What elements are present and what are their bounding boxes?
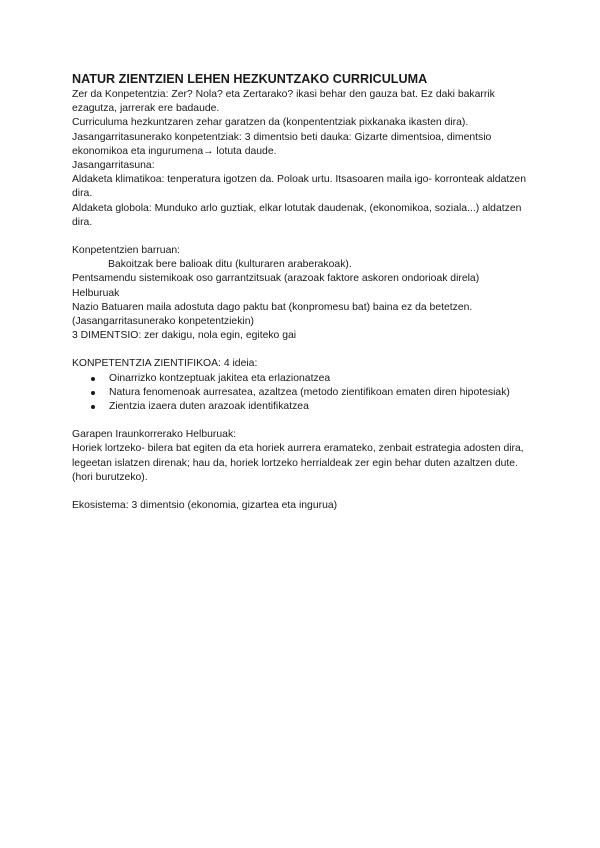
list-item: [72, 386, 532, 400]
paragraph-curriculuma: Curriculuma hezkuntzaren zehar garatzen da (konpententziak pixkanaka ikasten dira).: [72, 117, 469, 129]
paragraph-pentsamendu-sistemikoak: Pentsamendu sistemikoak oso garrantzitsuak (arazoak faktore askoren ondorioak direla): [72, 273, 480, 285]
garapen-body: Horiek lortzeko- bilera bat egiten da eta horiek aurrera eramateko, zenbait estrategia adosten dira, legeetan islatzen direnak; hau da, horiek lortzeko herrialdeak zer egin behar duten azaltzen dute. (hori burutzeko).: [72, 443, 524, 483]
garapen-heading: Garapen Iraunkorrerako Helburuak:: [72, 429, 237, 441]
paragraph-helburuak: Helburuak: [72, 287, 120, 299]
list-item: [72, 400, 532, 414]
paragraph-aldaketa-globola: Aldaketa globola: Munduko arlo guztiak, elkar lotutak daudenak, (ekonomikoa, soziala...) aldatzen dira.: [72, 202, 522, 228]
zientifikoa-heading: KONPETENTZIA ZIENTIFIKOA: 4 ideia:: [72, 358, 258, 370]
spacer: [72, 414, 532, 428]
spacer: [72, 485, 532, 499]
spacer: [72, 343, 532, 357]
bullet-icon: [91, 377, 95, 381]
document-title: NATUR ZIENTZIEN LEHEN HEZKUNTZAKO CURRICULUMA: [72, 72, 428, 86]
bullet-icon: [91, 391, 95, 395]
paragraph-3-dimentsio: 3 DIMENTSIO: zer dakigu, nola egin, egiteko gai: [72, 330, 297, 342]
paragraph-nazio-batuaren: Nazio Batuaren maila adostuta dago paktu bat (konpromesu bat) baina ez da betetzen. (Jasangarritasunerako konpetentziekin): [72, 301, 473, 328]
paragraph-jasangarritasunerako: Jasangarritasunerako konpetentziak: 3 dimentsio beti dauka: Gizarte dimentsioa, dimentsio ekonomikoa eta ingurumena→ lotuta daude.: [72, 131, 492, 157]
zientifikoa-bullet-list: [72, 372, 532, 415]
konpetentziak-heading: Konpetentzien barruan:: [72, 245, 181, 257]
list-item: [72, 372, 532, 386]
konpetentziak-indented-line: Bakoitzak bere balioak ditu (kulturaren araberakoak).: [108, 259, 352, 271]
list-item-text: Zientzia izaera duten arazoak identifikatzea: [109, 401, 309, 413]
paragraph-ekosistema: Ekosistema: 3 dimentsio (ekonomia, gizartea eta ingurua): [72, 500, 338, 512]
paragraph-jasangarritasuna-heading: Jasangarritasuna:: [72, 160, 155, 172]
bullet-icon: [91, 405, 95, 409]
list-item-text: Oinarrizko kontzeptuak jakitea eta erlazionatzea: [109, 372, 331, 384]
paragraph-aldaketa-klimatikoa: Aldaketa klimatikoa: tenperatura igotzen da. Poloak urtu. Itsasoaren maila igo- korronteak aldatzen dira.: [72, 174, 526, 200]
paragraph-konpetentzia-definition: Zer da Konpetentzia: Zer? Nola? eta Zertarako? ikasi behar den gauza bat. Ez daki bakarrik ezagutza, jarrerak ere badaude.: [72, 89, 495, 115]
document-page: [72, 72, 532, 513]
list-item-text: Natura fenomenoak aurresatea, azaltzea (metodo zientifikoan ematen diren hipotesiak): [109, 386, 510, 398]
spacer: [72, 230, 532, 244]
